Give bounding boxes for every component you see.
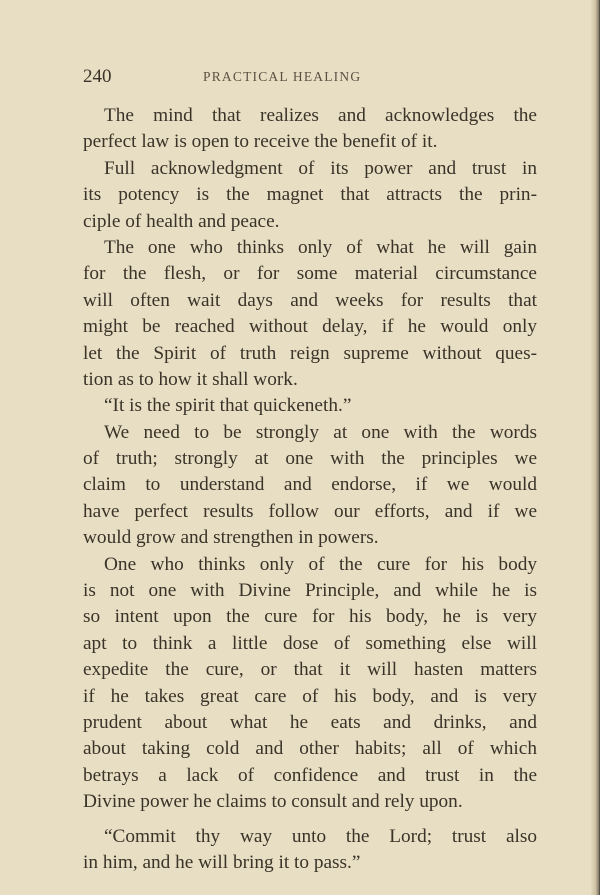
text-line: tion as to how it shall work. xyxy=(83,368,298,390)
text-line: if he takes great care of his body, and is very xyxy=(83,685,537,707)
page-body-text xyxy=(83,103,537,876)
text-line: betrays a lack of confidence and trust in the xyxy=(83,764,537,786)
text-line: for the flesh, or for some material circumstance xyxy=(83,263,537,285)
text-line: “It is the spirit that quickeneth.” xyxy=(104,395,352,417)
page-number: 240 xyxy=(83,66,112,87)
page-edge-shadow xyxy=(591,0,600,895)
text-line: Full acknowledgment of its power and trust in xyxy=(104,157,537,179)
text-line: is not one with Divine Principle, and while he is xyxy=(83,580,537,602)
text-line: “Commit thy way unto the Lord; trust also xyxy=(104,825,537,847)
text-line: would grow and strengthen in powers. xyxy=(83,527,379,549)
text-line: prudent about what he eats and drinks, and xyxy=(83,711,537,733)
text-line: expedite the cure, or that it will hasten matters xyxy=(83,659,537,681)
text-line: will often wait days and weeks for results that xyxy=(83,289,537,311)
text-line: The mind that realizes and acknowledges the xyxy=(104,105,537,126)
text-line: We need to be strongly at one with the words xyxy=(104,421,537,443)
running-title: PRACTICAL HEALING xyxy=(203,69,362,84)
text-line: have perfect results follow our efforts, and if we xyxy=(83,500,537,522)
text-line: about taking cold and other habits; all of which xyxy=(83,738,537,760)
text-line: its potency is the magnet that attracts the prin- xyxy=(83,184,537,206)
text-line: perfect law is open to receive the benefit of it. xyxy=(83,131,438,153)
text-line: Divine power he claims to consult and rely upon. xyxy=(83,791,463,813)
text-line: apt to think a little dose of something else will xyxy=(83,632,537,654)
text-line: in him, and he will bring it to pass.” xyxy=(83,851,361,873)
spacer xyxy=(83,816,537,824)
text-line: ciple of health and peace. xyxy=(83,210,280,232)
text-line: might be reached without delay, if he would only xyxy=(83,316,537,338)
text-line: The one who thinks only of what he will gain xyxy=(104,236,537,258)
running-header xyxy=(83,66,537,90)
text-line: so intent upon the cure for his body, he is very xyxy=(83,606,537,628)
text-line: let the Spirit of truth reign supreme without ques- xyxy=(83,342,537,364)
text-line: claim to understand and endorse, if we would xyxy=(83,474,537,496)
text-line: One who thinks only of the cure for his body xyxy=(104,553,537,575)
text-line: of truth; strongly at one with the principles we xyxy=(83,448,537,470)
